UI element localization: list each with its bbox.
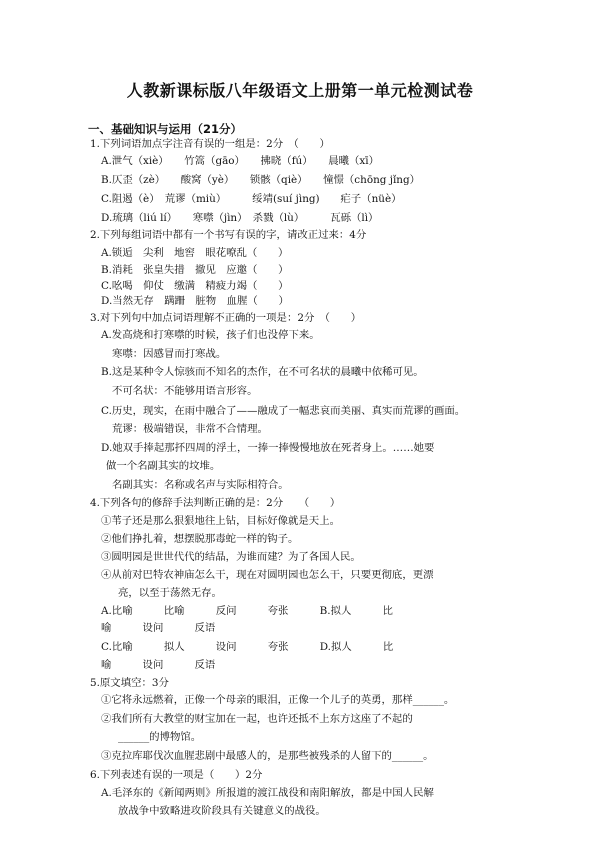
text-line: 不可名状：不能够用语言形容。 xyxy=(112,385,258,397)
text-line: A.锁逅 尖利 地窖 眼花嘹乱（ ） xyxy=(101,247,289,259)
text-line: 荒谬：极端错误，非常不合情理。 xyxy=(112,423,268,435)
text-line: 5.原文填空：3分 xyxy=(90,677,169,689)
text-line: 放战争中致略进攻阶段具有关键意义的战役。 xyxy=(118,805,326,817)
text-line: C.阻遏（è） 荒谬（miù） 绥靖(suí jìng) 疟子（nüè） xyxy=(101,193,402,205)
text-line: ②他们挣扎着，想摆脱那毒蛇一样的钩子。 xyxy=(101,533,299,545)
text-line: ③圆明园是世世代代的结晶，为谁而建？为了各国人民。 xyxy=(101,551,361,563)
text-line: ④从前对巴特农神庙怎么干，现在对圆明园也怎么干，只要更彻底，更漂 xyxy=(101,569,434,581)
text-line: B.这是某种令人惊骇而不知名的杰作，在不可名状的晨曦中依稀可见。 xyxy=(101,366,424,378)
text-line: 4.下列各句的修辞手法判断正确的是：2分 （ ） xyxy=(90,497,341,509)
text-line: 1.下列词语加点字注音有误的一组是：2分 （ ） xyxy=(90,138,330,150)
text-line: 做一个名副其实的坟堆。 xyxy=(106,460,221,472)
text-line: 3.对下列句中加点词语理解不正确的一项是：2分 （ ） xyxy=(90,312,362,324)
page-title: 人教新课标版八年级语文上册第一单元检测试卷 xyxy=(126,81,474,100)
text-line: 亮，以至于荡然无存。 xyxy=(118,587,222,599)
text-line: 名副其实：名称或名声与实际相符合。 xyxy=(112,479,289,491)
text-line: ______的博物馆。 xyxy=(118,731,202,743)
text-line: 寒噤：因感冒而打寒战。 xyxy=(112,348,227,360)
text-line: A.比喻 比喻 反问 夸张 B.拟人 比 xyxy=(101,605,393,617)
text-line: ①苇子还是那么狠狠地往上钻，目标好像就是天上。 xyxy=(101,515,340,527)
text-line: A.毛泽东的《新闻两则》所报道的渡江战役和南阳解放，都是中国人民解 xyxy=(101,787,434,799)
text-line: ③克拉库耶伐次血腥悲剧中最感人的，是那些被残杀的人留下的______。 xyxy=(101,750,434,762)
text-line: D.她双手捧起那抔四周的浮土，一捧一捧慢慢地放在死者身上。……她要 xyxy=(101,442,435,454)
text-line: 2.下列每组词语中都有一个书写有误的字，请改正过来：4分 xyxy=(90,229,367,241)
text-line: C.吆喝 仰仗 缴满 精疲力竭（ ） xyxy=(101,280,289,292)
section-heading: 一、基础知识与运用（21分） xyxy=(88,122,243,136)
text-line: B.仄歪（zè） 酸窝（yè） 锁骸（qiè） 憧憬（chōng jǐng） xyxy=(101,174,420,186)
text-line: 喻 设问 反语 xyxy=(101,622,216,634)
text-line: ①它将永远燃着，正像一个母亲的眼泪，正像一个儿子的英勇，那样______。 xyxy=(101,694,455,706)
text-line: ②我们所有大教堂的财宝加在一起，也许还抵不上东方这座了不起的 xyxy=(101,713,413,725)
text-line: B.消耗 张皇失措 撤见 应邀（ ） xyxy=(101,264,289,276)
text-line: C.比喻 拟人 设问 夸张 D.拟人 比 xyxy=(101,641,394,653)
text-line: D.琉璃（liú lí） 寒噤（jìn） 杀戮（lù） 瓦砾（lì） xyxy=(101,212,379,224)
text-line: D.当然无存 蹒跚 脏物 血腥（ ） xyxy=(101,295,289,307)
text-line: C.历史，现实，在雨中融合了——融成了一幅悲哀而美丽、真实而荒谬的画面。 xyxy=(101,405,466,417)
text-line: A.发高烧和打寒噤的时候，孩子们也没停下来。 xyxy=(101,329,320,341)
text-line: 6.下列表述有误的一项是（ ）2分 xyxy=(90,769,263,781)
text-line: 喻 设问 反语 xyxy=(101,659,216,671)
text-line: A.泄气（xiè） 竹篙（gāo） 拂晓（fú） 晨曦（xī） xyxy=(101,155,379,167)
